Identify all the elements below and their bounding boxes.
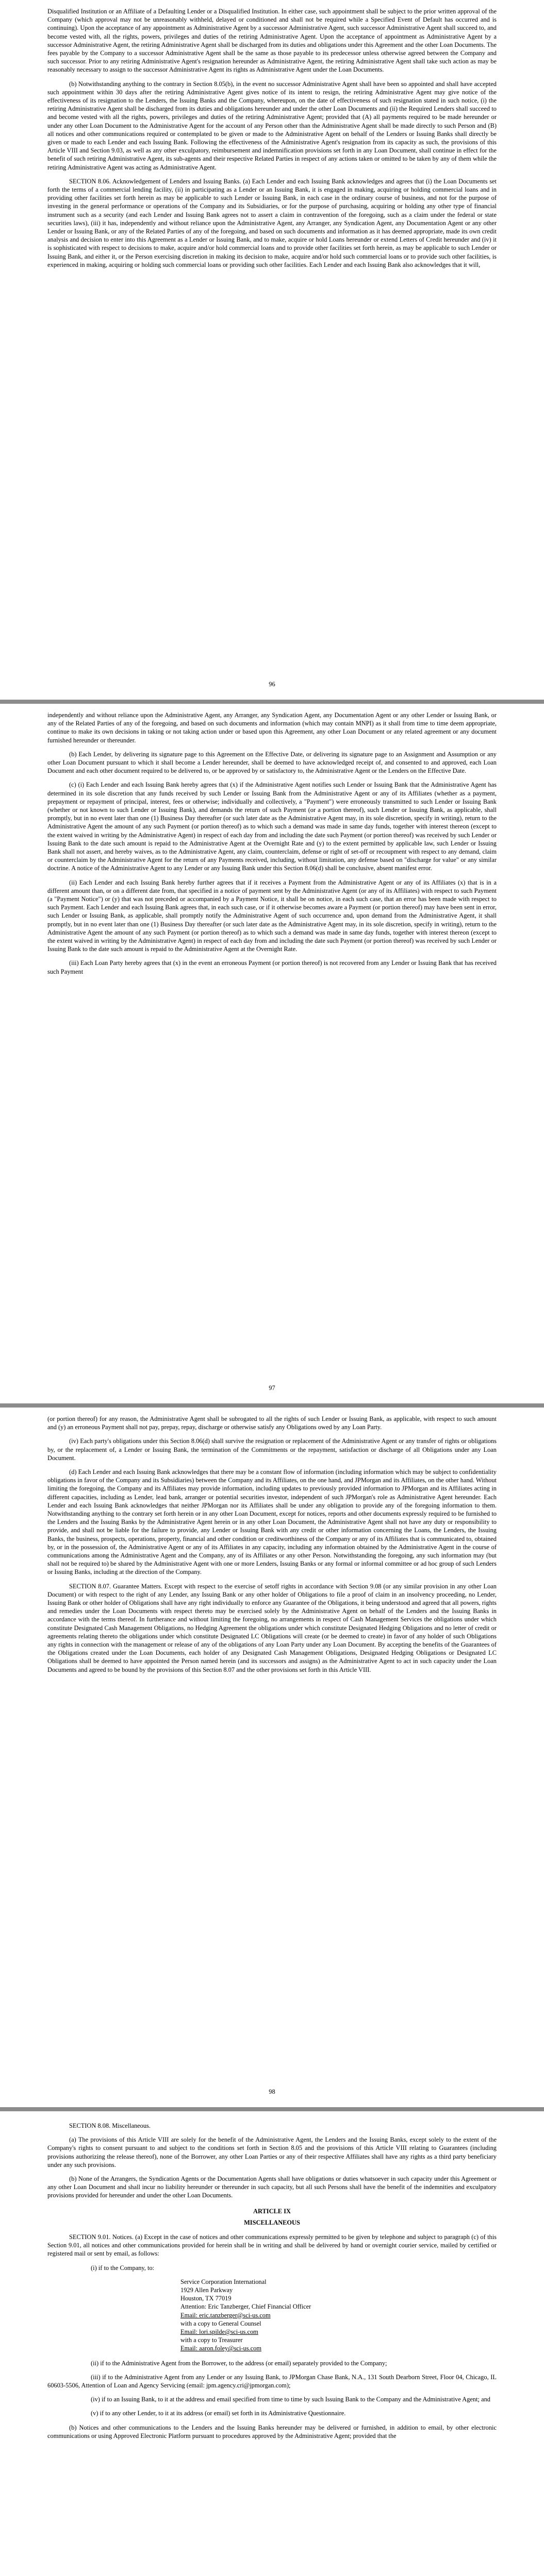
notice-item-iii: (iii) if to the Administrative Agent from any Lender or any Issuing Bank, to JPMorgan Chase Bank, N.A., 131 South Dearborn Street, Floor 04, Chicago, IL 60603-5506, Attention of Loan and Agency Servicing (email: jpm.agency.cri@jpmorgan.com); bbox=[47, 2373, 497, 2389]
paragraph: (ii) Each Lender and each Issuing Bank hereby further agrees that if it receives a Payment from the Administrative Agent or any of its Affiliates (x) that is in a different amount than, or on a different date from, that specified in a notice of payment sent by the Administrative Agent (or any of its Affiliates) with respect to such Payment (a "Payment Notice") or (y) that was not preceded or accompanied by a Payment Notice, it shall be on notice, in each such case, that an error has been made with respect to such Payment. Each Lender and each Issuing Bank agrees that, in each such case, or if it otherwise becomes aware a Payment (or portion thereof) may have been sent in error, such Lender or Issuing Bank, as applicable, shall promptly notify the Administrative Agent of such occurrence and, upon demand from the Administrative Agent, it shall promptly, but in no event later than one (1) Business Day thereafter (or such later date as the Administrative Agent may, in its sole discretion, specify in writing), return to the Administrative Agent the amount of any such Payment (or portion thereof) as to which such a demand was made in same day funds, together with interest thereon (except to the extent waived in writing by the Administrative Agent) in respect of each day from and including the date such Payment (or portion thereof) was received by such Lender or Issuing Bank to the date such amount is repaid to the Administrative Agent at the Overnight Rate. bbox=[47, 878, 497, 953]
document-page-99 bbox=[0, 2111, 544, 2576]
email-link[interactable]: Email: eric.tanzberger@sci-us.com bbox=[180, 2311, 271, 2319]
document-page-96 bbox=[0, 0, 544, 700]
article-subtitle: MISCELLANEOUS bbox=[244, 2218, 300, 2226]
paragraph: (b) Notwithstanding anything to the contrary in Section 8.05(b), in the event no successor Administrative Agent shall have been so appointed and shall have accepted such appointment within 30 days after the retiring Administrative Agent gives notice of its intent to resign, the retiring Administrative Agent may give notice of the effectiveness of its resignation to the Lenders, the Issuing Banks and the Company, whereupon, on the date of effectiveness of such resignation stated in such notice, (i) the retiring Administrative Agent shall be discharged from its duties and obligations hereunder and under the other Loan Documents and (ii) the Required Lenders shall succeed to and become vested with all the rights, powers, privileges and duties of the retiring Administrative Agent; provided that (A) all payments required to be made hereunder or under any other Loan Document to the Administrative Agent for the account of any Person other than the Administrative Agent shall be made directly to such Person and (B) all notices and other communications required or contemplated to be given or made to the Administrative Agent on behalf of the Lenders or Issuing Banks shall directly be given or made to each Lender and each Issuing Bank. Following the effectiveness of the Administrative Agent's resignation from its capacity as such, the provisions of this Article VIII and Section 9.03, as well as any other exculpatory, reimbursement and indemnification provisions set forth in any Loan Document, shall continue in effect for the benefit of such retiring Administrative Agent, its sub-agents and their respective Related Parties in respect of any actions taken or omitted to be taken by any of them while the retiring Administrative Agent was acting as Administrative Agent. bbox=[47, 80, 497, 171]
document-page-98 bbox=[0, 1408, 544, 2107]
address-line: 1929 Allen Parkway bbox=[180, 2286, 233, 2294]
paragraph: SECTION 8.07. Guarantee Matters. Except with respect to the exercise of setoff rights in accordance with Section 9.08 (or any similar provision in any other Loan Document) or with respect to the right of any Lender, any Issuing Bank or any other holder of Obligations to file a proof of claim in an insolvency proceeding, no Lender, Issuing Bank or other holder of Obligations shall have any right individually to enforce any Guarantee of the Obligations, it being understood and agreed that all powers, rights and remedies under the Loan Documents with respect thereto may be exercised solely by the Administrative Agent on behalf of the Lenders and the Issuing Banks in accordance with the terms thereof. In furtherance and without limiting the foregoing, no arrangements in respect of Cash Management Services the obligations under which constitute Designated Cash Management Obligations, no Hedging Agreement the obligations under which constitute Designated Hedging Obligations and no letter of credit or agreements relating thereto the obligations under which constitute Designated LC Obligations will create (or be deemed to create) in favor of any holder of such Obligations any rights in connection with the management or release of any of the obligations of any Loan Party under any Loan Document. By accepting the benefits of the Guarantees of the Obligations created under the Loan Documents, each holder of any Designated Cash Management Obligations, Designated Hedging Obligations or Designated LC Obligations shall be deemed to have appointed the Person named herein (and its successors and assigns) as the Administrative Agent to act in such capacity under the Loan Documents and agreed to be bound by the provisions of this Section 8.07 and the other provisions set forth in this Article VIII. bbox=[47, 1582, 497, 1673]
address-line: Service Corporation International bbox=[180, 2278, 267, 2285]
company-address-block bbox=[180, 2278, 497, 2353]
page-number: 96 bbox=[269, 681, 275, 688]
paragraph: (a) The provisions of this Article VIII are solely for the benefit of the Administrative Agent, the Lenders and the Issuing Banks, except solely to the extent of the Company's rights to consent pursuant to and subject to the conditions set forth in Section 8.05 and the provisions of this Article VIII relating to Guarantees (including provisions authorizing the release thereof), none of the Borrower, any other Loan Parties or any of their respective Affiliates shall have any rights as a third party beneficiary under any such provisions. bbox=[47, 2136, 497, 2168]
notice-item-i: (i) if to the Company, to: bbox=[91, 2264, 155, 2272]
page-number: 98 bbox=[269, 2088, 275, 2095]
paragraph: independently and without reliance upon the Administrative Agent, any Arranger, any Syndication Agent, any Documentation Agent or any other Lender or Issuing Bank, or any of the Related Parties of any of the foregoing, and based on such documents and information (which may contain MNPI) as it shall from time to time deem appropriate, continue to make its own decisions in taking or not taking action under or based upon this Agreement, any other Loan Document or any related agreement or any document furnished hereunder or thereunder. bbox=[47, 711, 497, 744]
paragraph: (d) Each Lender and each Issuing Bank acknowledges that there may be a constant flow of information (including information which may be subject to confidentiality obligations in favor of the Company and its Subsidiaries) between the Company and its Affiliates, on the one hand, and JPMorgan and its Affiliates, on the other hand. Without limiting the foregoing, the Company and its Affiliates may provide information, including updates to previously provided information to JPMorgan and its Affiliates acting in different capacities, including as Lender, lead bank, arranger or potential securities investor, independent of such JPMorgan's role as Administrative Agent hereunder. Each Lender and each Issuing Bank acknowledges that neither JPMorgan nor its Affiliates shall be under any obligation to provide any of the foregoing information to them. Notwithstanding anything to the contrary set forth herein or in any other Loan Document, except for notices, reports and other documents expressly required to be furnished to the Lenders and the Issuing Banks by the Administrative Agent herein or in any other Loan Document, the Administrative Agent shall not have any duty or responsibility to provide, and shall not be liable for the failure to provide, any Lender or Issuing Bank with any credit or other information concerning the Loans, the Lenders, the Issuing Banks, the business, prospects, operations, property, financial and other condition or creditworthiness of the Company or any of its Affiliates that is communicated to, obtained by, or in the possession of, the Administrative Agent or any of its Affiliates in any capacity, including any information obtained by the Administrative Agent in the course of communications among the Administrative Agent and the Company, any of its Affiliates or any other Person. Notwithstanding the foregoing, any such information may (but shall not be required to) be shared by the Administrative Agent with one or more Lenders, Issuing Banks or any formal or informal committee or ad hoc group of such Lenders or Issuing Banks, including at the direction of the Company. bbox=[47, 1468, 497, 1576]
section-8-08-heading: SECTION 8.08. Miscellaneous. bbox=[69, 2122, 151, 2129]
address-line: Houston, TX 77019 bbox=[180, 2295, 232, 2302]
paragraph: (b) Each Lender, by delivering its signature page to this Agreement on the Effective Date, or delivering its signature page to an Assignment and Assumption or any other Loan Document pursuant to which it shall become a Lender hereunder, shall be deemed to have acknowledged receipt of, and consented to and approved, each Loan Document and each other document required to be delivered to, or be approved by or satisfactory to, the Administrative Agent or the Lenders on the Effective Date. bbox=[47, 750, 497, 775]
paragraph: SECTION 8.06. Acknowledgement of Lenders and Issuing Banks. (a) Each Lender and each Issuing Bank acknowledges and agrees that (i) the Loan Documents set forth the terms of a commercial lending facility, (ii) in participating as a Lender or an Issuing Bank, it is engaged in making, acquiring or holding commercial loans and in providing other facilities set forth herein as may be applicable to such Lender or Issuing Bank, in each case in the ordinary course of business, and not for the purpose of investing in the general performance or operations of the Company and its Subsidiaries, or for the purpose of purchasing, acquiring or holding any other type of financial instrument such as a security (and each Lender and Issuing Bank agrees not to assert a claim in contravention of the foregoing, such as a claim under the federal or state securities laws), (iii) it has, independently and without reliance upon the Administrative Agent, any Arranger, any Syndication Agent, any Documentation Agent or any other Lender or Issuing Bank, or any of the Related Parties of any of the foregoing, and based on such documents and information as it has deemed appropriate, made its own credit analysis and decision to enter into this Agreement as a Lender or Issuing Bank, and to make, acquire or hold Loans hereunder or extend Letters of Credit hereunder and (iv) it is sophisticated with respect to decisions to make, acquire and/or hold commercial loans and to provide other facilities set forth herein, as may be applicable to such Lender or Issuing Bank, and either it, or the Person exercising discretion in making its decision to make, acquire and/or hold such commercial loans or to provide such other facilities, is experienced in making, acquiring or holding such commercial loans or providing such other facilities. Each Lender and each Issuing Bank also acknowledges that it will, bbox=[47, 177, 497, 268]
address-line: Attention: Eric Tanzberger, Chief Financial Officer bbox=[180, 2303, 311, 2311]
notice-item-v: (v) if to any other Lender, to it at its address (or email) set forth in its Administrative Questionnaire. bbox=[91, 2410, 346, 2417]
paragraph: (iv) Each party's obligations under this Section 8.06(d) shall survive the resignation or replacement of the Administrative Agent or any transfer of rights or obligations by, or the replacement of, a Lender or Issuing Bank, the termination of the Commitments or the repayment, satisfaction or discharge of all Obligations under any Loan Document. bbox=[47, 1437, 497, 1462]
paragraph: (iii) Each Loan Party hereby agrees that (x) in the event an erroneous Payment (or portion thereof) is not recovered from any Lender or Issuing Bank that has received such Payment bbox=[47, 959, 497, 975]
paragraph: (c) (i) Each Lender and each Issuing Bank hereby agrees that (x) if the Administrative Agent notifies such Lender or Issuing Bank that the Administrative Agent has determined in its sole discretion that any funds received by such Lender or Issuing Bank from the Administrative Agent or any of its Affiliates (whether as a payment, prepayment or repayment of principal, interest, fees or otherwise; individually and collectively, a "Payment") were erroneously transmitted to such Lender or Issuing Bank (whether or not known to such Lender or Issuing Bank), and demands the return of such Payment (or a portion thereof), such Lender or Issuing Bank, as applicable, shall promptly, but in no event later than one (1) Business Day thereafter (or such later date as the Administrative Agent may, in its sole discretion, specify in writing), return to the Administrative Agent the amount of any such Payment (or portion thereof) as to which such a demand was made in same day funds, together with interest thereon (except to the extent waived in writing by the Administrative Agent) in respect of each day from and including the date such Payment (or portion thereof) was received by such Lender or Issuing Bank to the date such amount is repaid to the Administrative Agent at the Overnight Rate and (y) to the extent permitted by applicable law, such Lender or Issuing Bank shall not assert, and hereby waives, as to the Administrative Agent, any claim, counterclaim, defense or right of set-off or recoupment with respect to any demand, claim or counterclaim by the Administrative Agent for the return of any Payments received, including, without limitation, any defense based on "discharge for value" or any similar doctrine. A notice of the Administrative Agent to any Lender or any Issuing Bank under this Section 8.06(d) shall be conclusive, absent manifest error. bbox=[47, 781, 497, 872]
notice-item-iv: (iv) if to an Issuing Bank, to it at the address and email specified from time to time by such Issuing Bank to the Company and the Administrative Agent; and bbox=[91, 2396, 490, 2403]
address-line: with a copy to General Counsel bbox=[180, 2319, 261, 2327]
email-link[interactable]: Email: lori.spilde@sci-us.com bbox=[180, 2328, 258, 2336]
document-page-97 bbox=[0, 704, 544, 1403]
paragraph: (b) Notices and other communications to the Lenders and the Issuing Banks hereunder may be delivered or furnished, in addition to email, by other electronic communications or using Approved Electronic Platform pursuant to procedures approved by the Administrative Agent; provided that the bbox=[47, 2424, 497, 2439]
paragraph: (or portion thereof) for any reason, the Administrative Agent shall be subrogated to all the rights of such Lender or Issuing Bank, as applicable, with respect to such amount and (y) an erroneous Payment shall not pay, prepay, repay, discharge or otherwise satisfy any Obligations owed by any Loan Party. bbox=[47, 1415, 497, 1431]
section-9-01: SECTION 9.01. Notices. (a) Except in the case of notices and other communications expressly permitted to be given by telephone and subject to paragraph (c) of this Section 9.01, all notices and other communications provided for herein shall be in writing and shall be delivered by hand or overnight courier service, mailed by certified or registered mail or sent by email, as follows: bbox=[47, 2233, 497, 2258]
paragraph: (b) None of the Arrangers, the Syndication Agents or the Documentation Agents shall have obligations or duties whatsoever in such capacity under this Agreement or any other Loan Document and shall incur no liability hereunder or thereunder in such capacity, but all such Persons shall have the benefit of the indemnities and exculpatory provisions provided for hereunder and under the other Loan Documents. bbox=[47, 2175, 497, 2199]
email-link[interactable]: Email: aaron.foley@sci-us.com bbox=[180, 2345, 261, 2352]
address-line: with a copy to Treasurer bbox=[180, 2336, 243, 2344]
paragraph: Disqualified Institution or an Affiliate of a Defaulting Lender or a Disqualified Institution. In either case, such appointment shall be subject to the prior written approval of the Company (which approval may not be unreasonably withheld, delayed or conditioned and shall not be required while a Specified Event of Default has occurred and is continuing). Upon the acceptance of any appointment as Administrative Agent by a successor Administrative Agent, such successor Administrative Agent shall succeed to, and become vested with, all the rights, powers, privileges and duties of the retiring Administrative Agent. Upon the acceptance of appointment as Administrative Agent by a successor Administrative Agent, the retiring Administrative Agent shall be discharged from its duties and obligations under this Agreement and the other Loan Documents. The fees payable by the Company to a successor Administrative Agent shall be the same as those payable to its predecessor unless otherwise agreed between the Company and such successor. Prior to any retiring Administrative Agent's resignation hereunder as Administrative Agent, the retiring Administrative Agent shall take such action as may be reasonably necessary to assign to the successor Administrative Agent its rights as Administrative Agent under the Loan Documents. bbox=[47, 8, 497, 74]
article-title: ARTICLE IX bbox=[253, 2207, 291, 2215]
page-number: 97 bbox=[269, 1384, 275, 1392]
notice-item-ii: (ii) if to the Administrative Agent from the Borrower, to the address (or email) separately provided to the Company; bbox=[91, 2359, 387, 2367]
